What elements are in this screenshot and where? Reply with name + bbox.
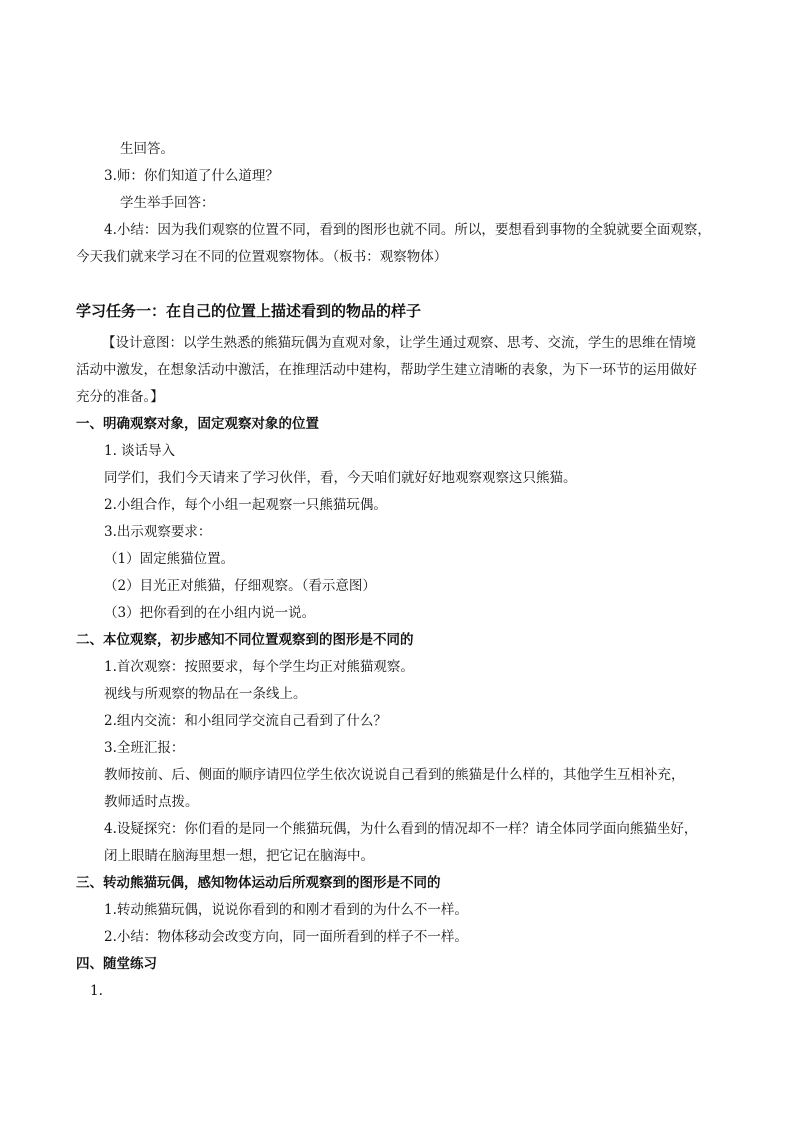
- task-title: 学习任务一：在自己的位置上描述看到的物品的样子: [76, 302, 422, 320]
- section-2-line-2: 视线与所观察的物品在一条线上。: [104, 686, 307, 702]
- section-2-line-8: 闭上眼睛在脑海里想一想，把它记在脑海中。: [104, 848, 374, 864]
- section-1-line-2: 同学们，我们今天请来了学习伙伴，看，今天咱们就好好地观察观察这只熊猫。: [104, 470, 577, 486]
- section-2-line-1: 1.首次观察：按照要求，每个学生均正对熊猫观察。: [104, 659, 414, 675]
- intro-line-1: 生回答。: [120, 141, 174, 157]
- intro-line-5: 今天我们就来学习在不同的位置观察物体。（板书：观察物体）: [76, 249, 448, 265]
- intro-line-2: 3.师：你们知道了什么道理？: [104, 168, 279, 184]
- section-1-line-6: （2）目光正对熊猫，仔细观察。（看示意图）: [104, 578, 376, 594]
- section-2-line-4: 3.全班汇报：: [104, 740, 185, 756]
- design-line-3: 充分的准备。】: [76, 389, 164, 405]
- section-2-line-5: 教师按前、后、侧面的顺序请四位学生依次说说自己看到的熊猫是什么样的，其他学生互相补充，: [104, 767, 685, 783]
- section-3-line-2: 2.小结：物体移动会改变方向，同一面所看到的样子不一样。: [104, 929, 468, 945]
- section-2-line-7: 4.设疑探究：你们看的是同一个熊猫玩偶，为什么看到的情况却不一样？请全体同学面向熊猫坐好，: [104, 821, 698, 837]
- design-line-2: 活动中激发，在想象活动中激活，在推理活动中建构，帮助学生建立清晰的表象，为下一环节的运用做好: [76, 362, 697, 378]
- design-line-1: 【设计意图：以学生熟悉的熊猫玩偶为直观对象，让学生通过观察、思考、交流，学生的思维在情境: [102, 335, 696, 351]
- section-4-heading: 四、随堂练习: [76, 956, 157, 972]
- section-1-heading: 一、明确观察对象，固定观察对象的位置: [76, 416, 319, 432]
- section-4-line-1: 1.: [90, 983, 103, 999]
- section-1-line-4: 3.出示观察要求：: [104, 524, 212, 540]
- intro-line-3: 学生举手回答：: [120, 195, 215, 211]
- section-2-line-6: 教师适时点拨。: [104, 794, 199, 810]
- section-1-line-5: （1）固定熊猫位置。: [104, 551, 235, 567]
- section-3-line-1: 1.转动熊猫玩偶，说说你看到的和刚才看到的为什么不一样。: [104, 902, 468, 918]
- intro-line-4: 4.小结：因为我们观察的位置不同，看到的图形也就不同。所以，要想看到事物的全貌就要全面观察，: [104, 222, 711, 238]
- section-3-heading: 三、转动熊猫玩偶，感知物体运动后所观察到的图形是不同的: [76, 875, 441, 891]
- section-1-line-7: （3）把你看到的在小组内说一说。: [104, 605, 316, 621]
- section-1-line-1: 1. 谈话导入: [104, 443, 176, 459]
- section-2-heading: 二、本位观察，初步感知不同位置观察到的图形是不同的: [76, 632, 414, 648]
- section-2-line-3: 2.组内交流：和小组同学交流自己看到了什么？: [104, 713, 387, 729]
- section-1-line-3: 2.小组合作，每个小组一起观察一只熊猫玩偶。: [104, 497, 387, 513]
